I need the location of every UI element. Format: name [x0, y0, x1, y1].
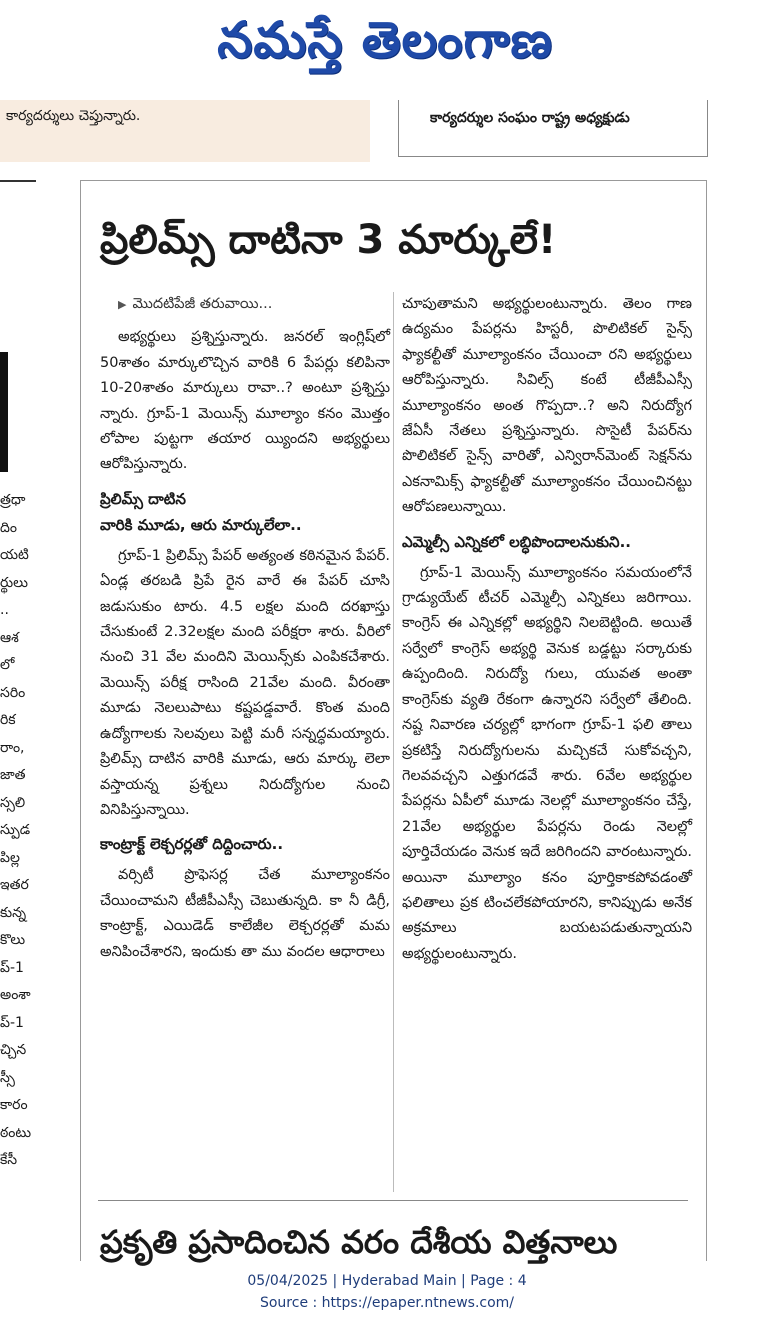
subheading [100, 486, 390, 538]
next-article-headline: ప్రకృతి ప్రసాదించిన వరం దేశీయ విత్తనాలు [100, 1223, 618, 1261]
left-column-fragment: స్పుడ [0, 822, 31, 838]
article-headline: ప్రిలిమ్స్ దాటినా 3 మార్కులే! [100, 217, 557, 263]
subheading: కాంట్రాక్ట్ లెక్చరర్లతో దిద్దించారు.. [100, 835, 284, 854]
left-column-rule [0, 180, 36, 182]
article-paragraph: గ్రూప్-1 మెయిన్స్ మూల్యాంకనం సమయంలోనే గ్రాడ్యుయేట్ టీచర్ ఎమ్మెల్సీ ఎన్నికలు జరిగాయి. కాంగ్రెస్ ఈ ఎన్నికల్లో అభ్యర్థిని నిలబెట్టింది. అయితే సర్వేలో కాంగ్రెస్ అభ్యర్థి వెనుక బడ్డట్టు సర్కారుకు ఉప్పందింది. నిరుద్యో గులు, యువత అంతా కాంగ్రెస్‌కు వ్యతి రేకంగా ఉన్నారని సర్వేలో తేలింది. నష్ట నివారణ చర్యల్లో భాగంగా గ్రూప్-1 ఫలి తాలు ప్రకటిస్తే నిరుద్యోగులను మచ్చికచే సుకోవచ్చని, గెలవవచ్చని ఎత్తుగడవే శారు. 6వేల అభ్యర్థుల పేపర్లను ఏపీలో మూడు నెలల్లో మూల్యాంకనం చేస్తే, 21వేల అభ్యర్థుల పేపర్లను రెండు నెలల్లో పూర్తిచేయడం వెనుక ఇదే జరిగిందని వారంటున్నారు. అయినా మూల్యాం కనం పూర్తికాకపోవడంతో ఫలితాలు ప్రక టించలేకపోయారని, కానిప్పుడు అనేక అక్రమాలు బయటపడుతున్నాయని అభ్యర్థులంటున్నారు. [402, 564, 692, 962]
previous-article-text: కార్యదర్శులు చెప్తున్నారు. [6, 108, 141, 124]
article-paragraph: గ్రూప్-1 ప్రిలిమ్స్ పేపర్ అత్యంత కఠినమైన పేపర్. ఏండ్ల తరబడి ప్రిపే రైన వారే ఈ పేపర్ చూసి జడుసుకుం టారు. 4.5 లక్షల మంది దరఖాస్తు చేసుకుంటే 2.32లక్షల మంది పరీక్షరా శారు. వీరిలో నుంచి 31 వేల మందిని మెయిన్స్‌కు ఎంపికచేశారు. మెయిన్స్ పరీక్ష రాసింది 21వేల మంది. వీరంతా మూడు నెలలుపాటు కష్టపడ్డవారే. కొంత మంది ఉద్యోగాలకు సెలవులు పెట్టి మరీ సన్నద్ధమయ్యారు. ప్రిలిమ్స్ దాటిన వారికి మూడు, ఆరు మార్కు లెలా వస్తాయన్న ప్రశ్నలు నిరుద్యోగుల నుంచి వినిపిస్తున్నాయి. [100, 547, 390, 818]
left-column-fragment: కారం [0, 1097, 28, 1113]
left-column-fragment: సరిం [0, 684, 26, 701]
left-column-fragment: ఆశ [0, 629, 19, 646]
left-column-fragment: యటి [0, 547, 29, 563]
left-column-fragment: కున్న [0, 904, 27, 921]
edition-info: 05/04/2025 | Hyderabad Main | Page : 4 [247, 1273, 527, 1289]
source-link[interactable]: Source : https://epaper.ntnews.com/ [259, 1295, 515, 1311]
left-column-fragment: రిక [0, 712, 16, 728]
article-column-2 [402, 292, 692, 975]
article-column-1 [100, 292, 390, 973]
column-divider [393, 292, 394, 1192]
left-column-fragment: లో [0, 657, 15, 673]
left-column-fragment: జాత [0, 767, 26, 783]
masthead [0, 0, 774, 80]
left-column-fragment: ఠంటు [0, 1124, 32, 1141]
subheading-line: ప్రిలిమ్స్ దాటిన [100, 489, 186, 508]
left-column-fragment: స్సీ [0, 1069, 15, 1086]
left-column-fragment: ప్-1 [0, 1014, 24, 1031]
subheading-line: వారికి మూడు, ఆరు మార్కులేలా.. [100, 515, 302, 534]
left-column-fragment: కొలు [0, 932, 26, 948]
article-paragraph: వర్సిటీ ప్రొఫెసర్ల చేత మూల్యాంకనం చేయించామని టీజీపీఎస్సీ చెబుతున్నది. కా నీ డిగ్రీ, కాంట్రాక్ట్, ఎయిడెడ్ కాలేజీల లెక్చరర్లతో మమ అనిపించేశారని, ఇందుకు తా ము వందల ఆధారాలు [100, 867, 390, 960]
article-bottom-rule [98, 1200, 688, 1201]
subheading: ఎమ్మెల్సీ ఎన్నికలో లబ్ధిపొందాలనుకుని.. [402, 532, 631, 551]
newspaper-logo: నమస్తే తెలంగాణ [217, 11, 553, 69]
left-column-fragment: ర్థులు [0, 574, 28, 591]
page-footer [0, 1270, 774, 1314]
left-column-fragment: ఇతర [0, 877, 29, 893]
left-column-fragment: పిల్ల [0, 849, 20, 866]
left-column-fragment: ప్-1 [0, 959, 24, 976]
article-paragraph: అభ్యర్థులు ప్రశ్నిస్తున్నారు. జనరల్ ఇంగ్లిష్‌లో 50శాతం మార్కులొచ్చిన వారికి 6 పేపర్లు కలిపినా 10-20శాతం మార్కులు రావా..? అంటూ ప్రశ్నిస్తు న్నారు. గ్రూప్-1 మెయిన్స్ మూల్యాం కనం మొత్తం లోపాల పుట్టగా తయార య్యిందని అభ్యర్థులు ఆరోపిస్తున్నారు. [100, 329, 390, 473]
left-column-fragment: అంశా [0, 987, 31, 1003]
left-column-fragment: .. [0, 602, 9, 618]
article-paragraph: చూపుతామని అభ్యర్థులంటున్నారు. తెలం గాణ ఉద్యమం పేపర్లను హిస్టరీ, పొలిటికల్ సైన్స్ ఫ్యాకల్టీతో మూల్యాంకనం చేయించా రని అభ్యర్థులు ఆరోపిస్తున్నారు. సివిల్స్ కంటే టీజీపీఎస్సీ మూల్యాంకనం అంత గొప్పదా..? అని నిరుద్యోగ జేఏసీ నేతలు ప్రశ్నిస్తున్నారు. సొసైటీ పేపర్‌ను పొలిటికల్ సైన్స్ వారితో, ఎన్విరాన్‌మెంట్ సెక్షన్‌ను ఎకనామిక్స్ ఫ్యాకల్టీతో మూల్యాంకనం చేయించినట్టు ఆరోపణలున్నాయి. [402, 296, 692, 516]
left-column-fragment: స్సలి [0, 794, 26, 811]
left-column-fragment: చ్చిన [0, 1042, 27, 1058]
left-column-fragment: దిం [0, 519, 17, 536]
continuation-marker: ▶ మొదటిపేజీ తరువాయి... [100, 292, 390, 317]
left-column-fragment: కేసీ [0, 1152, 18, 1168]
left-column-graphic [0, 352, 8, 472]
left-column-fragment: త్రధా [0, 492, 26, 508]
photo-caption: కార్యదర్శుల సంఘం రాష్ట్ర అధ్యక్షుడు [430, 110, 630, 126]
left-column-fragment: రాం, [0, 739, 25, 756]
